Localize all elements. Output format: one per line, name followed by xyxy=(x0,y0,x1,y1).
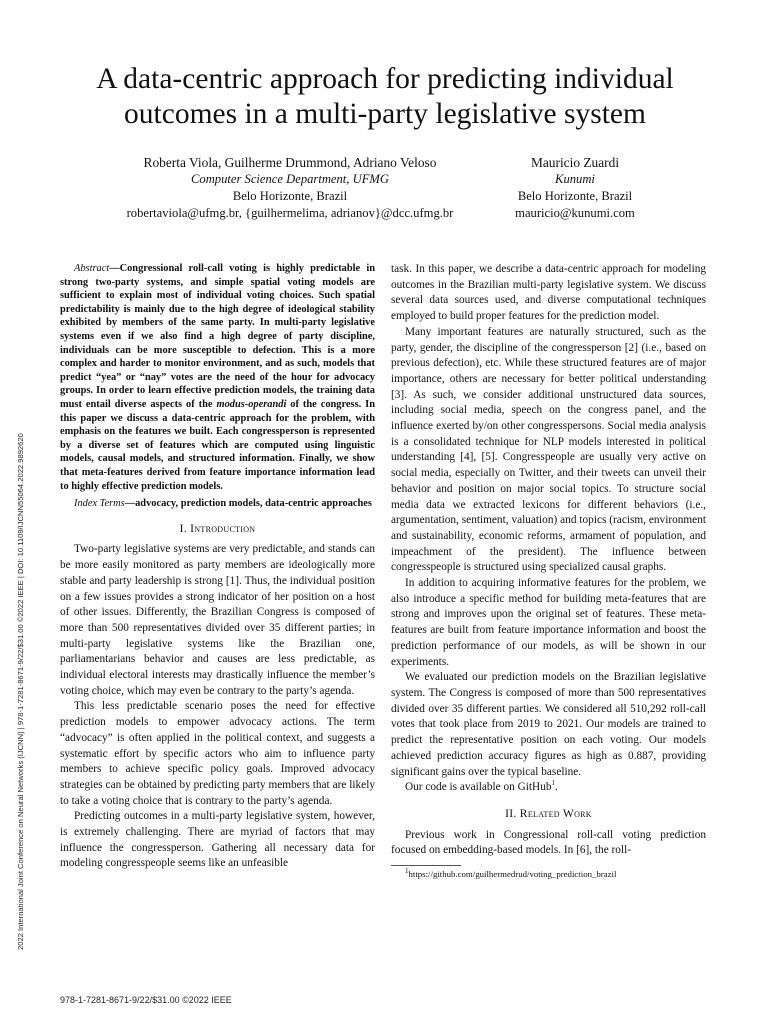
left-column xyxy=(60,262,375,872)
paragraph: In addition to acquiring informative features for the problem, we also introduce a specific method for building meta-features that are strong and improves upon the original set of features. These meta-features are built from feature importance information and boost the prediction performance of our models, as will be shown in our experiments. xyxy=(391,577,706,668)
paragraph: Many important features are naturally structured, such as the party, gender, the discipline of the congressperson [2] (i.e., based on previous defection), etc. While these structured features are of major importance, others are necessary for better political understanding [3]. As such, we consider additional unstructured data sources, including social media, speech on the congress panel, and the influence exerted by/on other congresspersons. Social media analysis is a consolidated technique for NLP models interested in political understanding [4], [5]. Congresspeople are usually very active on social media, especially on Twitter, and their tweets can unveil their behavior and position on major social topics. To structure social media data we extracted lexicons for different behaviors (i.e., argumentation, sentiment, valuation) and topics (racism, environment and sustainability, economic reforms, armament of population, and impeachment of the president). The influence between congresspeople is structured using specialized causal graphs. xyxy=(391,325,706,574)
abstract-text-1: —Congressional roll-call voting is highly predictable in strong two-party systems, and simple spatial voting models are sufficient to explain most of individual voting choices. Such spatial predictability is mainly due to the high degree of ideological stability exhibited by members of the same party. In multi-party legislative systems even if we also find a high degree of party discipline, individuals can be more susceptible to defection. This is a more complex and harder to monitor environment, and as such, models that predict “yea” or “nay” votes are the need of the hour for advocacy groups. In order to learn effective prediction models, the training data must entail diverse aspects of the xyxy=(60,263,375,410)
author-affiliation: Kunumi xyxy=(555,172,595,186)
index-terms-text: —advocacy, prediction models, data-centric approaches xyxy=(124,498,372,510)
author-location: Belo Horizonte, Brazil xyxy=(232,189,348,203)
abstract-label: Abstract xyxy=(74,263,110,274)
author-email: mauricio@kunumi.com xyxy=(515,206,635,220)
paper-title: A data-centric approach for predicting individual outcomes in a multi-party legislative system xyxy=(96,63,674,130)
footnote-url[interactable]: https://github.com/guilhermedrud/voting_prediction_brazil xyxy=(408,869,617,880)
section-heading-related-work: II. Related Work xyxy=(505,806,592,820)
code-sentence: Our code is available on GitHub xyxy=(405,781,552,794)
abstract-text-2: of the congress. In this paper we discuss a data-centric approach for the problem, with emphasis on the features we built. Each congressperson is represented by a diverse set of features which are computed using linguistic models, causal models, and structured information. Finally, we show that meta-features derived from feature importance information lead to highly effective prediction models. xyxy=(60,398,375,492)
abstract-emphasis: modus-operandi xyxy=(216,398,287,410)
abstract xyxy=(60,262,375,493)
paragraph: This less predictable scenario poses the need for effective prediction models to empower advocacy actions. The term “advocacy” is often applied in the political context, and suggests a systematic effort by specific actors who aim to influence party members to achieve specific policy goals. Improved advocacy strategies can be obtained by predicting party members that are likely to take a voting choice that is contrary to the party’s agenda. xyxy=(60,700,375,807)
author-email: robertaviola@ufmg.br, {guilhermelima, adrianov}@dcc.ufmg.br xyxy=(126,206,454,220)
section-heading-introduction: I. Introduction xyxy=(179,521,256,535)
footnote-divider xyxy=(391,865,461,866)
code-availability: Our code is available on GitHub$^1$. xyxy=(405,779,558,794)
author-affiliation: Computer Science Department, UFMG xyxy=(191,172,389,186)
author-block-1 xyxy=(110,154,470,222)
footnote-marker: 1 xyxy=(551,779,556,788)
index-terms-label: Index Terms xyxy=(74,498,125,510)
author-names: Mauricio Zuardi xyxy=(530,155,620,170)
footnote-number: 1 xyxy=(405,867,409,876)
author-block-2 xyxy=(480,154,670,222)
sidebar-citation-text: 2022 International Joint Conference on Neural Networks (IJCNN) | 978-1-7281-8671-9/22/$31.00 ©2022 IEEE | DOI: 10.1109/IJCNN55064.2022.9892620 xyxy=(16,433,25,950)
index-terms xyxy=(60,497,375,511)
paragraph: Previous work in Congressional roll-call voting prediction focused on embedding-based models. In [6], the roll- xyxy=(391,828,706,857)
paragraph: task. In this paper, we describe a data-centric approach for modeling outcomes in the Brazilian multi-party legislative system. We discuss several data sources used, and diverse computational techniques employed to build proper features for the prediction model. xyxy=(391,263,706,323)
page-footer: 978-1-7281-8671-9/22/$31.00 ©2022 IEEE xyxy=(60,995,232,1005)
right-column xyxy=(391,262,706,880)
paragraph: Two-party legislative systems are very predictable, and stands can be more easily monitored as party members are ideologically more stable and party leadership is strong [1]. Thus, the individual position on a few issues provides a strong indicator of her position on a host of other issues. Differently, the Brazilian Congress is composed of more than 500 representatives divided over 35 different parties; in multi-party legislative systems like the Brazilian one, parliamentarians behavior and causes are less predictable, as individual electoral interests may drastically influence the member’s voting choice, which may even be contrary to the party’s agenda. xyxy=(60,543,375,697)
paragraph: Predicting outcomes in a multi-party legislative system, however, is extremely challenging. There are myriad of factors that may influence the congressperson. Gathering all necessary data for modeling congresspeople seems like an unfeasible xyxy=(60,810,375,870)
paragraph: We evaluated our prediction models on the Brazilian legislative system. The Congress is composed of more than 500 representatives divided over 35 different parties. We considered all 510,292 roll-call votes that took place from 2019 to 2021. Our models are trained to predict the representative position on each voting. Our models achieved prediction accuracy figures as high as 0.887, providing significant gains over the typical baseline. xyxy=(391,671,706,778)
sidebar-citation xyxy=(14,300,28,950)
footnote xyxy=(391,869,706,880)
author-names: Roberta Viola, Guilherme Drummond, Adriano Veloso xyxy=(143,155,437,170)
author-location: Belo Horizonte, Brazil xyxy=(517,189,633,203)
